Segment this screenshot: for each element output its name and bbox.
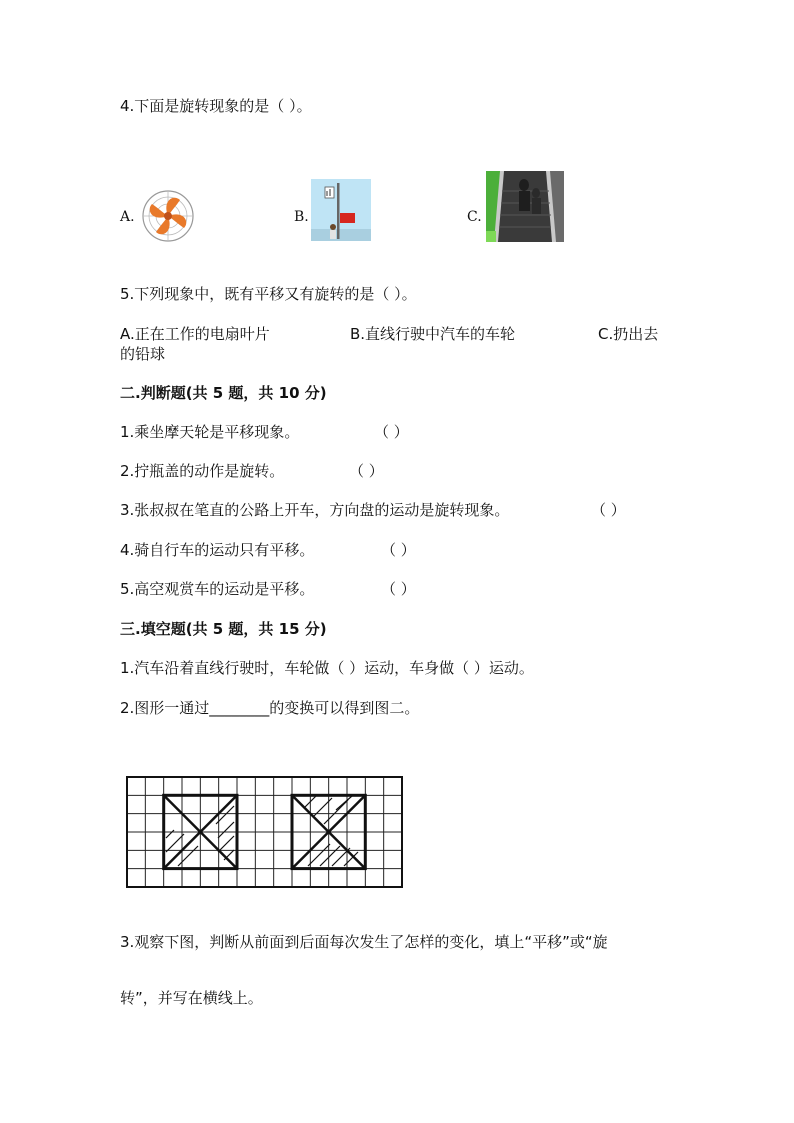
q5-options bbox=[120, 324, 665, 364]
q4-option-b-label: B. bbox=[294, 209, 309, 225]
tf-item-5: 5.高空观赏车的运动是平移。 bbox=[120, 580, 315, 598]
fill-item-1: 1.汽车沿着直线行驶时，车轮做（ ）运动，车身做（ ）运动。 bbox=[120, 659, 534, 677]
q4-option-a-label: A. bbox=[120, 209, 135, 225]
q4-text: 4.下面是旋转现象的是（ ）。 bbox=[120, 97, 312, 115]
tf-item-2: 2.拧瓶盖的动作是旋转。 bbox=[120, 462, 285, 480]
q4-option-c-label: C. bbox=[467, 209, 482, 225]
q5-text: 5.下列现象中，既有平移又有旋转的是（ ）。 bbox=[120, 285, 417, 303]
tf-item-4: 4.骑自行车的运动只有平移。 bbox=[120, 541, 315, 559]
grid-figure bbox=[126, 776, 406, 890]
tf-item-3: 3.张叔叔在笔直的公路上开车，方向盘的运动是旋转现象。 bbox=[120, 501, 510, 519]
tf-answer-5[interactable]: （ ） bbox=[381, 580, 416, 598]
section3-title: 三.填空题(共 5 题，共 15 分) bbox=[120, 620, 327, 638]
fill-item-2: 2.图形一通过________的变换可以得到图二。 bbox=[120, 699, 420, 717]
section2-title: 二.判断题(共 5 题，共 10 分) bbox=[120, 384, 327, 402]
q5-option-a: A.正在工作的电扇叶片 bbox=[120, 325, 270, 343]
flag-raising-icon bbox=[311, 179, 371, 241]
q5-option-c: C.扔出去 bbox=[598, 325, 659, 343]
tf-answer-2[interactable]: （ ） bbox=[349, 462, 384, 480]
tf-answer-3[interactable]: （ ） bbox=[591, 501, 626, 519]
fill-item-3-line2: 转”，并写在横线上。 bbox=[120, 989, 263, 1007]
q5-option-c-continued: 的铅球 bbox=[120, 345, 166, 363]
tf-answer-4[interactable]: （ ） bbox=[381, 541, 416, 559]
tf-answer-1[interactable]: （ ） bbox=[374, 423, 409, 441]
fan-icon bbox=[140, 188, 196, 244]
q5-option-b: B.直线行驶中汽车的车轮 bbox=[350, 325, 516, 343]
fill-item-3-line1: 3.观察下图，判断从前面到后面每次发生了怎样的变化，填上“平移”或“旋 bbox=[120, 933, 608, 951]
tf-item-1: 1.乘坐摩天轮是平移现象。 bbox=[120, 423, 300, 441]
escalator-photo bbox=[486, 171, 564, 242]
